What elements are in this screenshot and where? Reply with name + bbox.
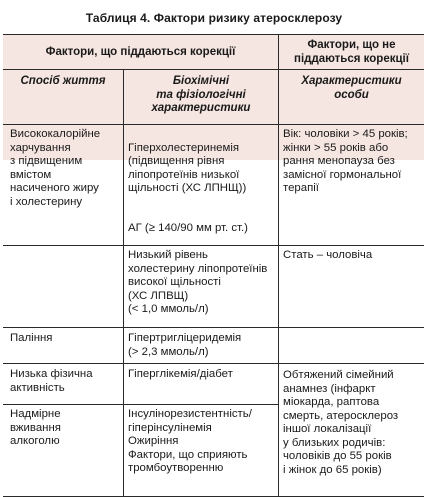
rule-after-row-4 bbox=[3, 404, 278, 405]
row-3-biochem: Гіпертригліцеридемія (> 2,3 ммоль/л) bbox=[128, 332, 242, 358]
risk-factors-table bbox=[3, 34, 424, 497]
row-3-lifestyle: Паління bbox=[10, 332, 53, 344]
row-1-lifestyle: Висококалорійне харчування з підвищеним вмістом насиченого жиру і холестерину bbox=[10, 128, 101, 208]
divider-modifiable-vs-not bbox=[278, 35, 279, 496]
row-4-biochem: Гіперглікемія/діабет bbox=[128, 368, 233, 380]
row-4-lifestyle: Низька фізична активність bbox=[10, 368, 93, 394]
header-personal: Характеристики особи bbox=[301, 75, 402, 101]
row-2-biochem: Низький рівень холестерину ліпопротеїнів високої щільності (ХС ЛПВЩ) (< 1,0 ммоль/л) bbox=[128, 249, 268, 315]
row-5-lifestyle: Надмірне вживання алкоголю bbox=[10, 408, 61, 447]
row-5-biochem: Інсулінорезистентність/ гіперінсулінемія Ожиріння Фактори, що сприяють тромбоутворенню bbox=[128, 408, 252, 474]
header-lifestyle: Спосіб життя bbox=[20, 75, 106, 87]
divider-lifestyle-vs-biochem bbox=[123, 70, 124, 496]
personal-family-history: Обтяжений сімейний анамнез (інфаркт міокарда, раптова смерть, атеросклероз іншої локалізації у близьких родичів: чоловіків до 55 років і жінок до 65 років) bbox=[283, 369, 399, 476]
table-title: Таблиця 4. Фактори ризику атеросклерозу bbox=[85, 11, 343, 25]
rule-after-row-3 bbox=[3, 363, 424, 364]
rule-after-row-2 bbox=[3, 327, 424, 328]
row-1-personal: Вік: чоловіки > 45 років; жінки > 55 років або рання менопауза без замісної гормональної терапії bbox=[283, 128, 408, 194]
row-2-personal: Стать – чоловіча bbox=[283, 249, 373, 261]
header-biochem: Біохімічні та фізіологічні характеристики bbox=[151, 75, 251, 114]
row-1-biochem bbox=[128, 128, 278, 249]
header-modifiable: Фактори, що піддаються корекції bbox=[45, 46, 236, 58]
row-1-biochem-hypercholesterolemia: Гіперхолестеринемія (підвищення рівня ліпопротеїнів низької щільності (ХС ЛПНЩ)) bbox=[128, 141, 247, 194]
row-1-biochem-hypertension: АГ (≥ 140/90 мм рт. ст.) bbox=[128, 222, 248, 234]
header-non-modifiable: Фактори, що не піддаються корекції bbox=[294, 39, 409, 65]
rule-after-column-header bbox=[3, 124, 424, 125]
rule-after-group-header bbox=[3, 69, 424, 70]
